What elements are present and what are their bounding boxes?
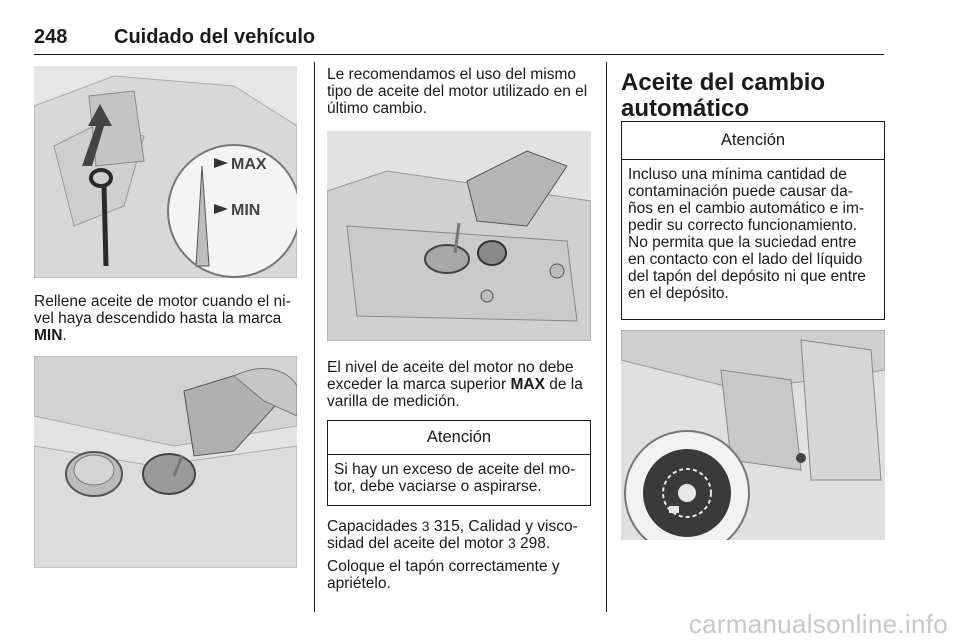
engine-cover-drawing <box>327 131 591 341</box>
transmission-cap-drawing <box>621 330 885 540</box>
contam-line7: del tapón del depósito ni que entre <box>628 268 866 285</box>
page-reference-icon: 3 <box>421 518 430 534</box>
cap-ref1[interactable]: 315, Calidad y visco- <box>429 518 578 535</box>
max-label: MAX <box>231 156 267 173</box>
page-number: 248 <box>34 26 68 48</box>
notice-body <box>328 455 590 501</box>
refill-instruction <box>34 293 304 350</box>
max-level-paragraph <box>327 359 597 416</box>
heading-line1: Aceite del cambio <box>621 69 826 96</box>
notice-title: Atención <box>328 421 590 455</box>
cap-line4: apriételo. <box>327 575 391 592</box>
page-reference-icon: 3 <box>507 535 516 551</box>
max-line2b: de la <box>544 376 583 393</box>
contam-line8: en el depósito. <box>628 285 729 302</box>
engine-cover-illustration <box>327 131 591 341</box>
max-line1: El nivel de aceite del motor no debe <box>327 359 574 376</box>
watermark: carmanualsonline.info <box>688 609 948 639</box>
heading-line2: automático <box>621 95 750 122</box>
transmission-cap-illustration <box>621 330 885 540</box>
section-title: Cuidado del vehículo <box>114 26 316 48</box>
min-label: MIN <box>231 202 261 219</box>
min-mark-term: MIN <box>34 327 63 344</box>
column-divider-2 <box>606 62 607 612</box>
max-line2a: exceder la marca superior <box>327 376 511 393</box>
recommendation-paragraph <box>327 66 597 123</box>
dipstick-illustration <box>34 66 297 278</box>
contam-line2: contaminación puede causar da- <box>628 183 853 200</box>
contam-line1: Incluso una mínima cantidad de <box>628 166 847 183</box>
column-divider-1 <box>314 62 315 612</box>
section-heading <box>621 70 891 122</box>
page-header <box>34 24 884 55</box>
rec-line1: Le recomendamos el uso del mismo <box>327 66 576 83</box>
cap-line1a: Capacidades <box>327 518 422 535</box>
refill-line2: vel haya descendido hasta la marca <box>34 310 282 327</box>
oil-pouring-illustration <box>34 356 297 568</box>
cap-line2a: sidad del aceite del motor <box>327 535 508 552</box>
refill-line1: Rellene aceite de motor cuando el ni- <box>34 293 291 310</box>
notice-box-overfill <box>327 420 591 506</box>
refill-period: . <box>62 327 67 344</box>
rec-line2: tipo de aceite del motor utilizado en el <box>327 83 588 100</box>
notice-box-contamination <box>621 121 885 320</box>
oil-pouring-drawing <box>34 356 297 568</box>
cap-ref2[interactable]: 298. <box>515 535 551 552</box>
cap-line3: Coloque el tapón correctamente y <box>327 558 560 575</box>
capacities-paragraph <box>327 518 602 598</box>
dipstick-drawing <box>34 66 297 278</box>
notice-line1: Si hay un exceso de aceite del mo- <box>334 461 576 478</box>
notice-body <box>622 160 884 308</box>
max-mark-term: MAX <box>510 376 545 393</box>
contam-line4: pedir su correcto funcionamiento. <box>628 217 858 234</box>
rec-line3: último cambio. <box>327 100 427 117</box>
max-line3: varilla de medición. <box>327 393 460 410</box>
notice-title: Atención <box>622 122 884 160</box>
contam-line3: ños en el cambio automático e im- <box>628 200 865 217</box>
notice-line2: tor, debe vaciarse o aspirarse. <box>334 478 542 495</box>
contam-line5: No permita que la suciedad entre <box>628 234 857 251</box>
contam-line6: en contacto con el lado del líquido <box>628 251 863 268</box>
